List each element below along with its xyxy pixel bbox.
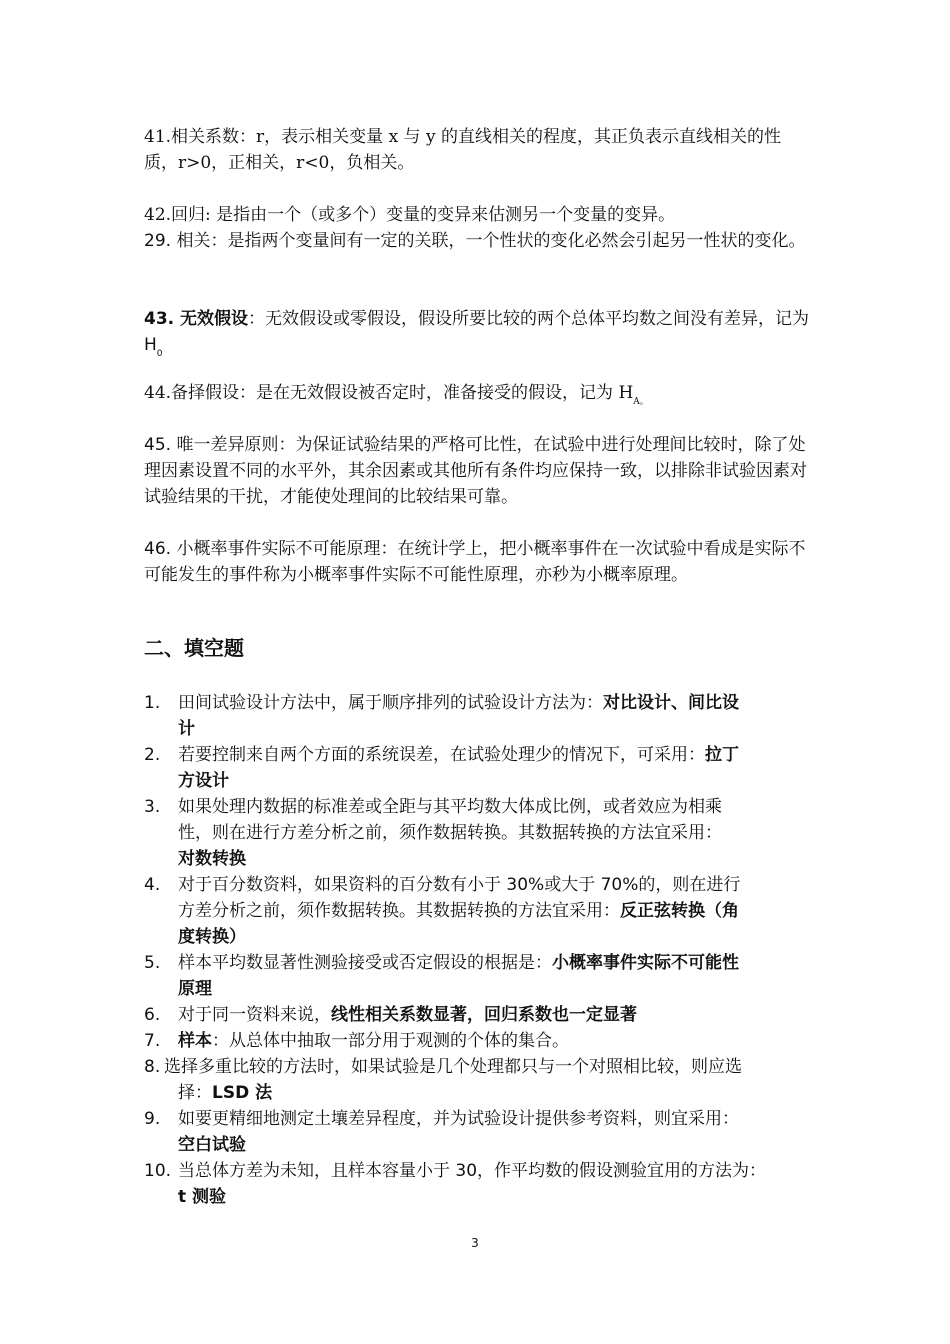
definition-46: 46. 小概率事件实际不可能原理：在统计学上，把小概率事件在一次试验中看成是实际不可能发生的事件称为小概率事件实际不可能性原理，亦秒为小概率原理。 xyxy=(144,539,806,585)
item-answer: 空白试验 xyxy=(178,1135,246,1155)
list-item-7 xyxy=(144,1028,812,1054)
definition-43 xyxy=(144,306,812,367)
item-number: 8. xyxy=(144,1057,161,1077)
item-answer: 对数转换 xyxy=(178,849,246,869)
list-item-6 xyxy=(144,1002,812,1028)
item-text-continued: 方差分析之前，须作数据转换。其数据转换的方法宜采用： xyxy=(178,901,620,921)
item-number: 7. xyxy=(144,1031,161,1051)
item-text: 对于百分数资料，如果资料的百分数有小于 30%或大于 70%的，则在进行 xyxy=(178,875,741,895)
item-text: 若要控制来自两个方面的系统误差，在试验处理少的情况下，可采用： xyxy=(178,745,705,765)
definition-41: 41.相关系数：r，表示相关变量 x 与 y 的直线相关的程度，其正负表示直线相关的性质，r>0，正相关，r<0，负相关。 xyxy=(144,127,781,173)
definition-43-label: 43. 无效假设 xyxy=(144,309,249,329)
list-item-3 xyxy=(144,794,812,872)
item-answer: 样本 xyxy=(178,1031,212,1051)
item-number: 5. xyxy=(144,953,161,973)
item-answer-continued: 原理 xyxy=(178,979,212,999)
item-answer: 对比设计、间比设 xyxy=(603,693,739,713)
definition-43-subscript: 0 xyxy=(156,349,163,359)
definition-29: 29. 相关：是指两个变量间有一定的关联，一个性状的变化必然会引起另一性状的变化。 xyxy=(144,231,806,251)
item-text: 选择多重比较的方法时，如果试验是几个处理都只与一个对照相比较，则应选 xyxy=(164,1057,742,1077)
list-item-5 xyxy=(144,950,812,1002)
item-answer-continued: 方设计 xyxy=(178,771,229,791)
item-answer: 反正弦转换（角 xyxy=(620,901,739,921)
item-text: 当总体方差为未知，且样本容量小于 30，作平均数的假设测验宜用的方法为： xyxy=(178,1161,767,1181)
item-number: 4. xyxy=(144,875,161,895)
item-number: 2. xyxy=(144,745,161,765)
item-text-continued: 择： xyxy=(178,1083,212,1103)
definition-44-subscript: A。 xyxy=(633,397,649,407)
list-item-2 xyxy=(144,742,812,794)
page-number: 3 xyxy=(471,1236,479,1250)
item-number: 10. xyxy=(144,1161,172,1181)
item-text: 如要更精细地测定土壤差异程度，并为试验设计提供参考资料，则宜采用： xyxy=(178,1109,739,1129)
item-answer: 线性相关系数显著，回归系数也一定显著 xyxy=(331,1005,637,1025)
item-text: 对于同一资料来说， xyxy=(178,1005,331,1025)
item-number: 6. xyxy=(144,1005,161,1025)
definition-45: 45. 唯一差异原则：为保证试验结果的严格可比性，在试验中进行处理间比较时，除了处理因素设置不同的水平外，其余因素或其他所有条件均应保持一致，以排除非试验因素对试验结果的干扰，才能使处理间的比较结果可靠。 xyxy=(144,435,807,507)
item-answer: 小概率事件实际不可能性 xyxy=(552,953,739,973)
list-item-8 xyxy=(144,1054,812,1106)
item-number: 1. xyxy=(144,693,161,713)
item-answer-continued: 度转换） xyxy=(178,927,246,947)
list-item-1 xyxy=(144,690,812,742)
list-item-4 xyxy=(144,872,812,950)
item-number: 3. xyxy=(144,797,161,817)
item-text-continued: 性，则在进行方差分析之前，须作数据转换。其数据转换的方法宜采用： xyxy=(178,823,722,843)
item-answer: LSD 法 xyxy=(212,1083,273,1103)
item-text: ：从总体中抽取一部分用于观测的个体的集合。 xyxy=(212,1031,569,1051)
item-text: 田间试验设计方法中，属于顺序排列的试验设计方法为： xyxy=(178,693,603,713)
item-answer: t 测验 xyxy=(178,1187,227,1207)
definition-42: 42.回归: 是指由一个（或多个）变量的变异来估测另一个变量的变异。 xyxy=(144,205,676,225)
item-text: 如果处理内数据的标准差或全距与其平均数大体成比例，或者效应为相乘 xyxy=(178,797,722,817)
item-number: 9. xyxy=(144,1109,161,1129)
list-item-9 xyxy=(144,1106,812,1158)
list-item-10 xyxy=(144,1158,812,1210)
definition-44-text: 44.备择假设：是在无效假设被否定时，准备接受的假设，记为 H xyxy=(144,383,634,403)
item-text: 样本平均数显著性测验接受或否定假设的根据是： xyxy=(178,953,552,973)
item-answer: 拉丁 xyxy=(705,745,739,765)
definition-43-text: ：无效假设或零假设，假设所要比较的两个总体平均数之间没有差异，记为 H xyxy=(144,309,810,355)
section-title: 二、填空题 xyxy=(144,636,244,660)
definition-44 xyxy=(144,380,812,415)
item-answer-continued: 计 xyxy=(178,719,195,739)
